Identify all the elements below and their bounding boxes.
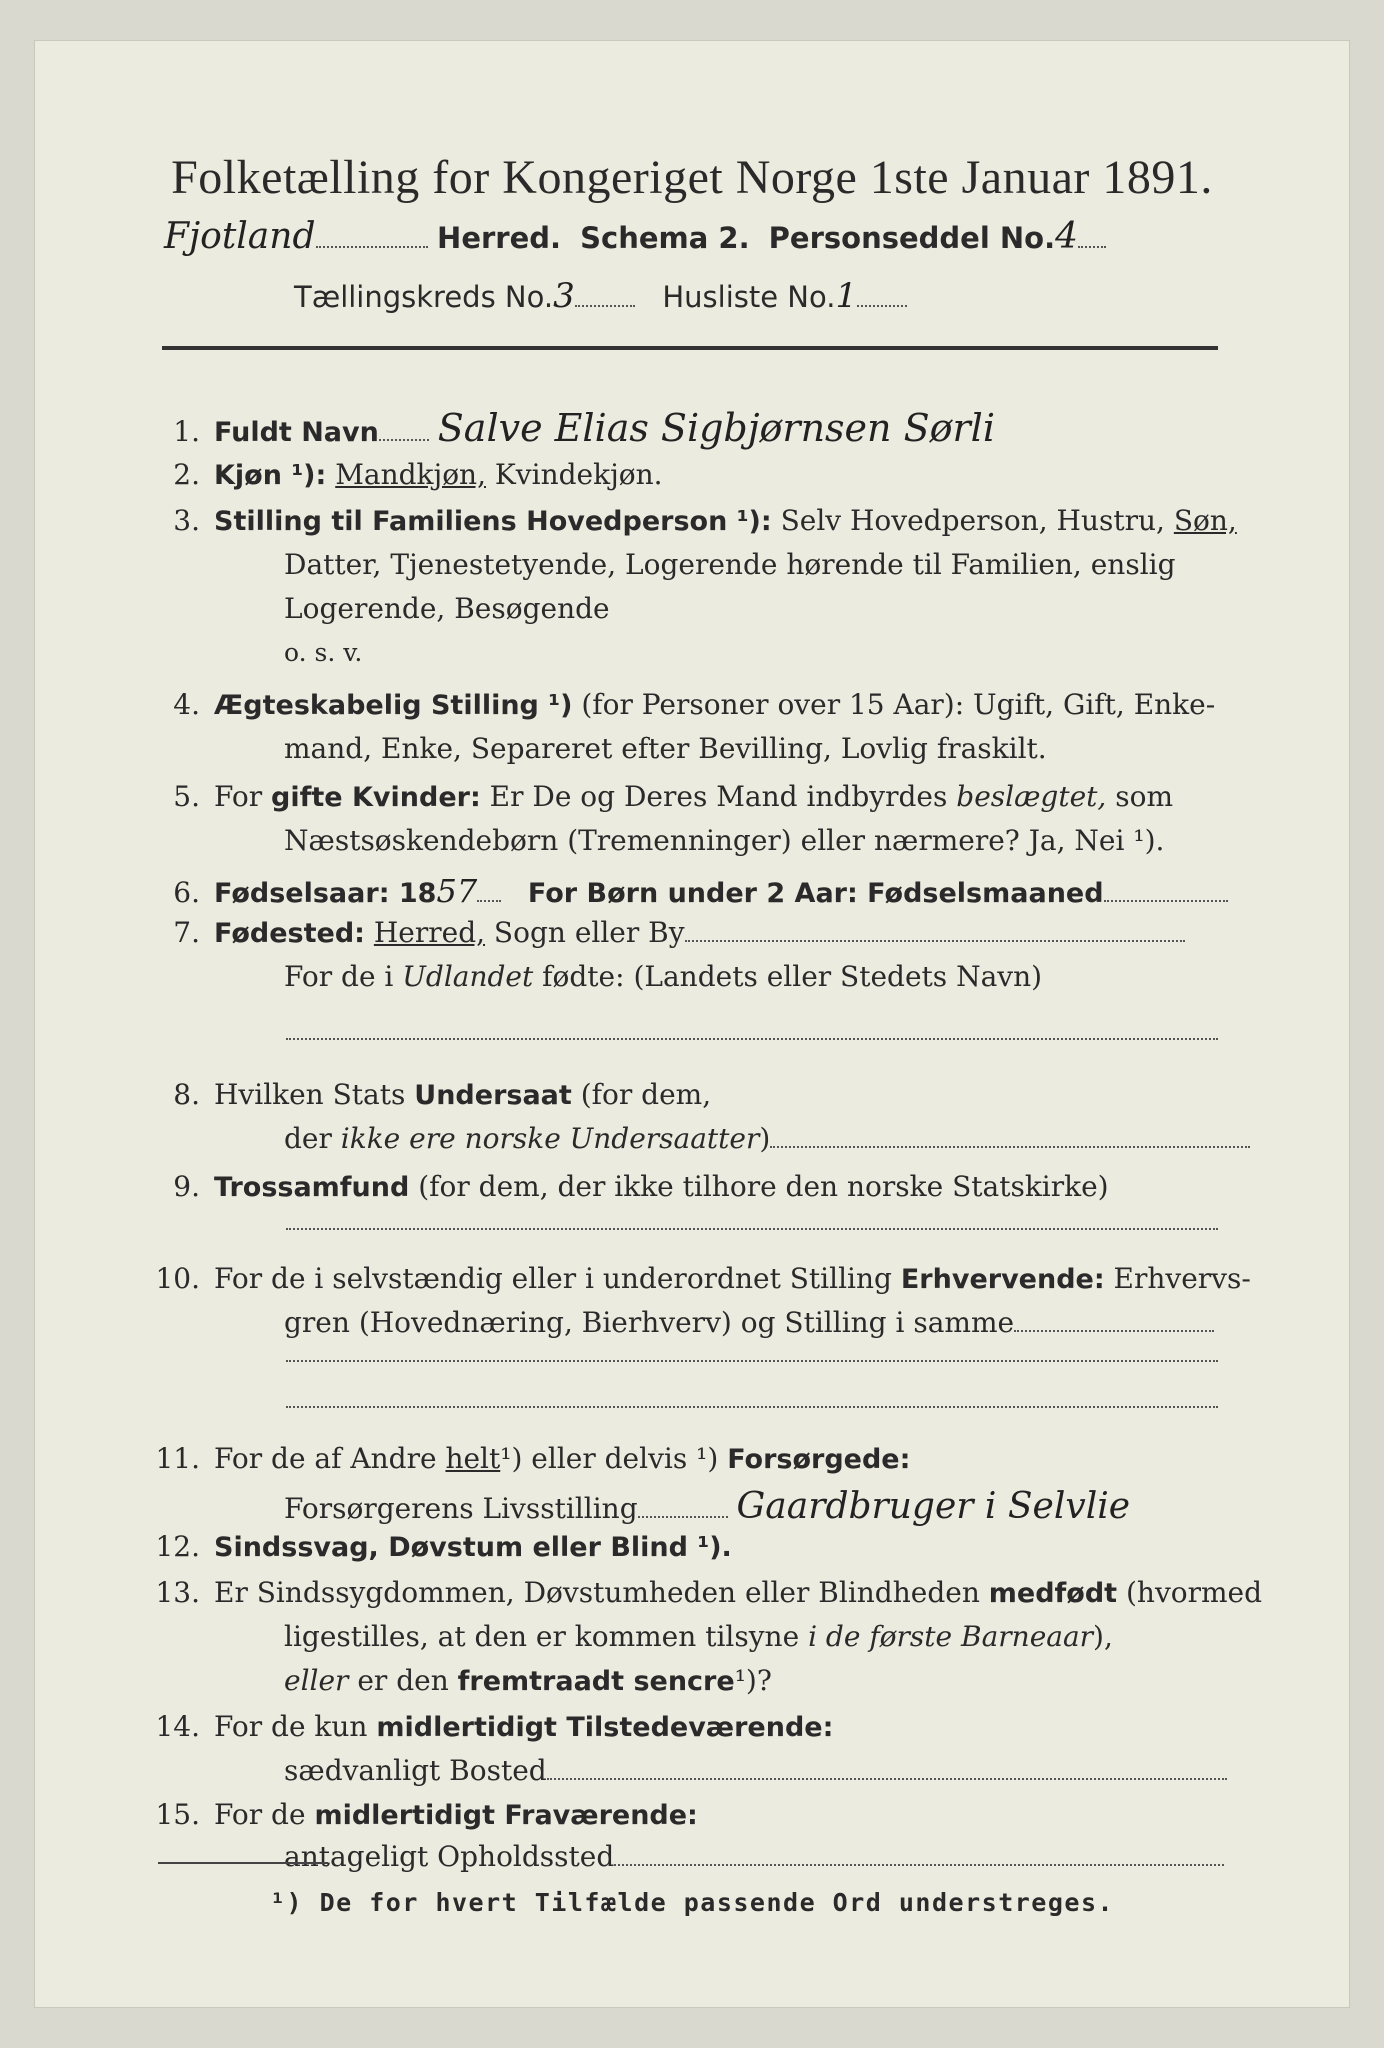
footnote: ¹) De for hvert Tilfælde passende Ord understreges. <box>269 1888 1115 1917</box>
item-13-line-3 <box>284 1664 772 1697</box>
full-name-answer: Salve Elias Sigbjørnsen Sørli <box>437 406 995 450</box>
dotted-answer-line <box>286 1360 1218 1362</box>
dotted-leader <box>685 932 1185 942</box>
item-text: ikke ere norske Undersaatter <box>340 1122 760 1155</box>
item-text: (for dem, <box>580 1078 712 1111</box>
item-label: midlertidigt Fraværende: <box>314 1800 698 1831</box>
form-title: Folketælling for Kongeriget Norge 1ste Januar 1891. <box>171 151 1213 204</box>
item-text: beslægtet, <box>956 780 1107 813</box>
dotted-leader <box>575 297 635 307</box>
dotted-leader <box>477 892 501 902</box>
dotted-leader <box>316 238 428 248</box>
item-label: Fuldt Navn <box>214 417 379 448</box>
item-label: Undersaat <box>414 1080 572 1111</box>
item-text: For de af Andre <box>214 1442 437 1475</box>
item-13-line-2 <box>284 1620 1113 1653</box>
item-number: 4. <box>173 688 200 721</box>
item-text: Hvilken Stats <box>214 1078 406 1111</box>
item-9 <box>144 1170 1109 1203</box>
item-text: (for Personer over 15 Aar): Ugift, Gift, Enke- <box>581 688 1216 721</box>
item-14 <box>144 1710 833 1743</box>
item-text: For de <box>214 1798 306 1831</box>
item-text: (hvormed <box>1125 1576 1263 1609</box>
dotted-leader <box>1014 1322 1214 1332</box>
item-number: 10. <box>155 1262 200 1295</box>
dotted-leader <box>614 1856 1224 1866</box>
item-4-line-2: mand, Enke, Separeret efter Bevilling, Lovlig fraskilt. <box>284 732 1047 765</box>
gender-option-selected: Mandkjøn, <box>335 458 486 491</box>
item-12 <box>144 1530 732 1563</box>
item-label: midlertidigt Tilstedeværende: <box>376 1712 834 1743</box>
item-text: i de første Barneaar <box>808 1620 1094 1653</box>
item-text: fødte: (Landets eller Stedets Navn) <box>542 960 1043 993</box>
item-text: For de kun <box>214 1710 368 1743</box>
item-text: For de i <box>284 960 394 993</box>
item-text: For de i selvstændig eller i underordnet Stilling <box>214 1262 892 1295</box>
item-3-line-4: o. s. v. <box>284 638 363 667</box>
dotted-leader <box>857 297 907 307</box>
item-label: For Børn under 2 Aar: Fødselsmaaned <box>527 878 1104 909</box>
item-label: gifte Kvinder: <box>271 782 481 813</box>
item-text: ¹) eller delvis ¹) <box>500 1442 719 1475</box>
item-text: Selv Hovedperson, Hustru, <box>780 504 1165 537</box>
dotted-leader <box>638 1508 728 1518</box>
item-2 <box>144 458 663 491</box>
birth-year-answer: 57 <box>436 872 478 910</box>
item-text: Er De og Deres Mand indbyrdes <box>489 780 948 813</box>
item-text: ¹)? <box>734 1664 772 1697</box>
dotted-leader <box>770 1138 1250 1148</box>
gender-option: Kvindekjøn. <box>494 458 663 491</box>
item-number: 9. <box>173 1170 200 1203</box>
item-number: 12. <box>155 1530 200 1563</box>
item-label: medfødt <box>988 1578 1118 1609</box>
item-label: Erhvervende: <box>900 1264 1105 1295</box>
birthplace-option-selected: Herred, <box>373 916 486 949</box>
item-number: 3. <box>173 504 200 537</box>
personseddel-value: 4 <box>1055 216 1078 257</box>
item-number: 6. <box>173 876 200 909</box>
item-number: 2. <box>173 458 200 491</box>
item-15 <box>144 1798 698 1831</box>
item-number: 11. <box>155 1442 200 1475</box>
dotted-answer-line <box>286 1406 1218 1408</box>
item-text: ligestilles, at den er kommen tilsyne <box>284 1620 800 1653</box>
item-text: Sogn eller By <box>493 916 685 949</box>
item-number: 1. <box>173 415 200 448</box>
item-7-line-2 <box>284 960 1042 993</box>
item-label: Sindssvag, Døvstum eller Blind ¹). <box>214 1532 732 1563</box>
kreds-label: Tællingskreds No. <box>294 280 554 314</box>
item-label: Forsørgede: <box>727 1444 911 1475</box>
item-10 <box>144 1262 1251 1295</box>
item-number: 5. <box>173 780 200 813</box>
item-5 <box>144 780 1173 813</box>
item-3-line-3: Logerende, Besøgende <box>284 592 610 625</box>
item-number: 7. <box>173 916 200 949</box>
item-label: fremtraadt sencre <box>457 1666 735 1697</box>
item-text: sædvanligt Bosted <box>284 1754 547 1787</box>
husliste-value: 1 <box>835 276 858 316</box>
provider-occupation-answer: Gaardbruger i Selvlie <box>736 1486 1131 1527</box>
census-form-page <box>34 40 1350 2008</box>
personseddel-label: Personseddel No. <box>768 221 1056 255</box>
item-15-line-2 <box>284 1840 1224 1873</box>
item-14-line-2 <box>284 1754 1227 1787</box>
herred-label: Herred. <box>437 221 562 255</box>
schema-label: Schema 2. <box>580 221 750 255</box>
item-3 <box>144 504 1237 537</box>
item-7 <box>144 916 1185 949</box>
item-4 <box>144 688 1215 721</box>
item-1 <box>144 406 995 450</box>
footnote-divider <box>158 1862 328 1864</box>
item-label: Stilling til Familiens Hovedperson ¹): <box>214 506 772 537</box>
item-13 <box>144 1576 1262 1609</box>
herred-value: Fjotland <box>164 216 316 257</box>
item-text: ), <box>1093 1620 1113 1653</box>
dotted-leader <box>1078 238 1106 248</box>
item-text: helt <box>445 1442 501 1475</box>
item-text: eller <box>284 1664 349 1697</box>
item-5-line-2: Næstsøskendebørn (Tremenninger) eller nærmere? Ja, Nei ¹). <box>284 824 1165 857</box>
dotted-leader <box>547 1770 1227 1780</box>
item-text: Er Sindssygdommen, Døvstumheden eller Blindheden <box>214 1576 980 1609</box>
item-text: (for dem, der ikke tilhore den norske Statskirke) <box>418 1170 1109 1203</box>
dotted-leader <box>1104 892 1228 902</box>
header-divider <box>162 346 1218 350</box>
item-8 <box>144 1078 711 1111</box>
item-text: Erhvervs- <box>1113 1262 1251 1295</box>
item-text: Forsørgerens Livsstilling <box>284 1492 638 1525</box>
kreds-value: 3 <box>553 276 575 316</box>
item-number: 15. <box>155 1798 200 1831</box>
dotted-leader <box>379 431 429 441</box>
item-text: som <box>1115 780 1173 813</box>
item-number: 14. <box>155 1710 200 1743</box>
item-11 <box>144 1442 910 1475</box>
item-text: der <box>284 1122 332 1155</box>
item-text: For <box>214 780 263 813</box>
item-10-line-2 <box>284 1306 1214 1339</box>
dotted-answer-line <box>286 1038 1218 1040</box>
item-text: gren (Hovednæring, Bierhverv) og Stilling i samme <box>284 1306 1015 1339</box>
item-number: 8. <box>173 1078 200 1111</box>
item-label: Kjøn ¹): <box>214 460 327 491</box>
item-label: Trossamfund <box>214 1172 410 1203</box>
item-11-line-2 <box>284 1486 1130 1527</box>
item-3-line-2: Datter, Tjenestetyende, Logerende hørende til Familien, enslig <box>284 548 1176 581</box>
item-label: Fødested: <box>214 918 365 949</box>
header-line-2 <box>294 276 907 316</box>
header-line-1 <box>164 216 1106 257</box>
item-text: er den <box>357 1664 449 1697</box>
item-6 <box>144 872 1228 910</box>
item-label: Ægteskabelig Stilling ¹) <box>214 690 573 721</box>
item-text: antageligt Opholdssted <box>284 1840 615 1873</box>
dotted-answer-line <box>286 1228 1218 1230</box>
item-text: Udlandet <box>402 960 534 993</box>
item-8-line-2: der ikke ere norske Undersaatter) <box>284 1122 1250 1155</box>
husliste-label: Husliste No. <box>662 280 836 314</box>
item-label: Fødselsaar: 18 <box>214 878 437 909</box>
relation-option-selected: Søn, <box>1173 504 1237 537</box>
item-number: 13. <box>155 1576 200 1609</box>
